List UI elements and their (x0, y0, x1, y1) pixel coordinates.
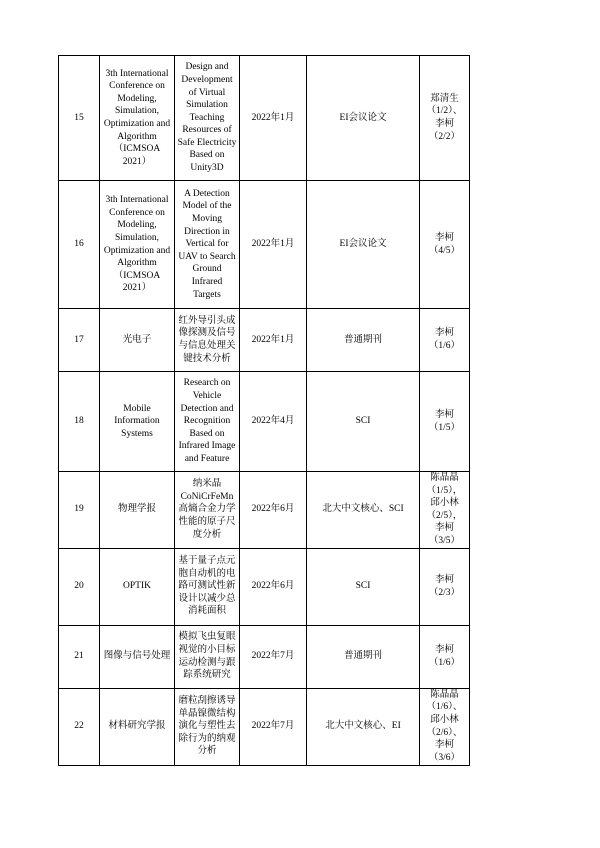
table-row (59, 688, 470, 765)
title-cell: 基于量子点元胞自动机的电路可测试性新设计以减少总消耗面积 (175, 548, 240, 625)
venue-cell: 图像与信号处理 (100, 625, 175, 688)
table-row (59, 472, 470, 549)
venue-cell: Mobile Information Systems (100, 372, 175, 472)
type-cell: 北大中文核心、EI (307, 688, 420, 765)
row-number: 18 (59, 372, 100, 472)
authors-cell: 李柯（1/6） (420, 309, 470, 372)
row-number: 20 (59, 548, 100, 625)
title-cell: Research on Vehicle Detection and Recognition Based on Infrared Image and Feature (175, 372, 240, 472)
title-cell: 红外导引头成像探测及信号与信息处理关键技术分析 (175, 309, 240, 372)
title-cell: Design and Development of Virtual Simulation Teaching Resources of Safe Electricity Based on Unity3D (175, 56, 240, 181)
date-cell: 2022年7月 (240, 625, 307, 688)
venue-cell: 3th International Conference on Modeling, Simulation, Optimization and Algorithm（ICMSOA 2021） (100, 56, 175, 181)
date-cell: 2022年6月 (240, 472, 307, 549)
venue-cell: 物理学报 (100, 472, 175, 549)
type-cell: 普通期刊 (307, 309, 420, 372)
date-cell: 2022年1月 (240, 309, 307, 372)
row-number: 16 (59, 181, 100, 309)
authors-cell: 李柯（1/6） (420, 625, 470, 688)
venue-cell: OPTIK (100, 548, 175, 625)
date-cell: 2022年6月 (240, 548, 307, 625)
venue-cell: 材料研究学报 (100, 688, 175, 765)
type-cell: 北大中文核心、SCI (307, 472, 420, 549)
table-row (59, 309, 470, 372)
row-number: 15 (59, 56, 100, 181)
authors-cell: 陈晶晶（1/6）、邱小林（2/6）、李柯（3/6） (420, 688, 470, 765)
venue-cell: 3th International Conference on Modeling, Simulation, Optimization and Algorithm（ICMSOA 2021） (100, 181, 175, 309)
publication-table (58, 55, 470, 766)
date-cell: 2022年7月 (240, 688, 307, 765)
date-cell: 2022年1月 (240, 56, 307, 181)
authors-cell: 郑清生（1/2）、李柯（2/2） (420, 56, 470, 181)
title-cell: A Detection Model of the Moving Direction in Vertical for UAV to Search Ground Infrared Targets (175, 181, 240, 309)
table-row (59, 56, 470, 181)
row-number: 22 (59, 688, 100, 765)
table-row (59, 548, 470, 625)
row-number: 21 (59, 625, 100, 688)
type-cell: 普通期刊 (307, 625, 420, 688)
venue-cell: 光电子 (100, 309, 175, 372)
authors-cell: 陈晶晶（1/5），邱小林（2/5），李柯（3/5） (420, 472, 470, 549)
title-cell: 模拟飞虫复眼视觉的小目标运动检测与跟踪系统研究 (175, 625, 240, 688)
table-row (59, 372, 470, 472)
table-row (59, 625, 470, 688)
authors-cell: 李柯（4/5） (420, 181, 470, 309)
authors-cell: 李柯（2/3） (420, 548, 470, 625)
authors-cell: 李柯（1/5） (420, 372, 470, 472)
type-cell: EI会议论文 (307, 56, 420, 181)
date-cell: 2022年1月 (240, 181, 307, 309)
title-cell: 纳米晶CoNiCrFeMn高熵合金力学性能的原子尺度分析 (175, 472, 240, 549)
type-cell: SCI (307, 548, 420, 625)
row-number: 19 (59, 472, 100, 549)
type-cell: SCI (307, 372, 420, 472)
table-row (59, 181, 470, 309)
date-cell: 2022年4月 (240, 372, 307, 472)
title-cell: 磨粒刮擦诱导单晶镍微结构演化与塑性去除行为的纳观分析 (175, 688, 240, 765)
row-number: 17 (59, 309, 100, 372)
type-cell: EI会议论文 (307, 181, 420, 309)
